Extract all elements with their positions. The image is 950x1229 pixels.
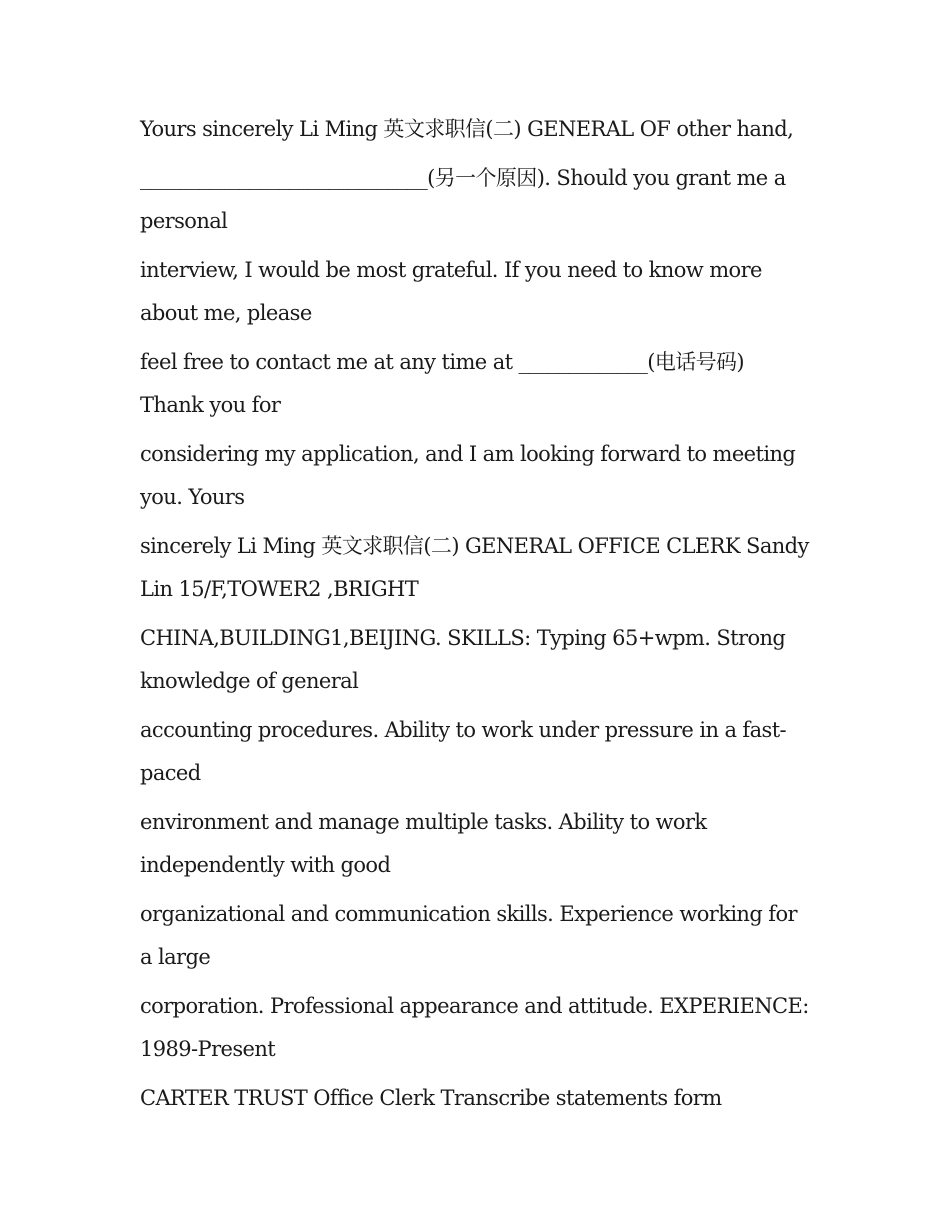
paragraph: considering my application, and I am looking forward to meeting you. Yours	[140, 442, 796, 509]
paragraph: CARTER TRUST Office Clerk Transcribe statements form	[140, 1086, 722, 1110]
paragraph: corporation. Professional appearance and attitude. EXPERIENCE: 1989-Present	[140, 994, 809, 1061]
paragraph: sincerely Li Ming 英文求职信(二) GENERAL OFFICE CLERK Sandy Lin 15/F,TOWER2 ,BRIGHT	[140, 534, 809, 601]
document-body	[140, 108, 810, 1126]
paragraph: environment and manage multiple tasks. Ability to work independently with good	[140, 810, 707, 877]
paragraph: accounting procedures. Ability to work under pressure in a fast-paced	[140, 718, 787, 785]
paragraph: feel free to contact me at any time at _____________(电话号码) Thank you for	[140, 350, 745, 417]
paragraph: Yours sincerely Li Ming 英文求职信(二) GENERAL OF other hand,	[140, 117, 794, 141]
paragraph: CHINA,BUILDING1,BEIJING. SKILLS: Typing 65+wpm. Strong knowledge of general	[140, 626, 786, 693]
paragraph: organizational and communication skills. Experience working for a large	[140, 902, 797, 969]
paragraph: _____________________________(另一个原因). Should you grant me a personal	[140, 166, 786, 233]
paragraph: interview, I would be most grateful. If you need to know more about me, please	[140, 258, 762, 325]
